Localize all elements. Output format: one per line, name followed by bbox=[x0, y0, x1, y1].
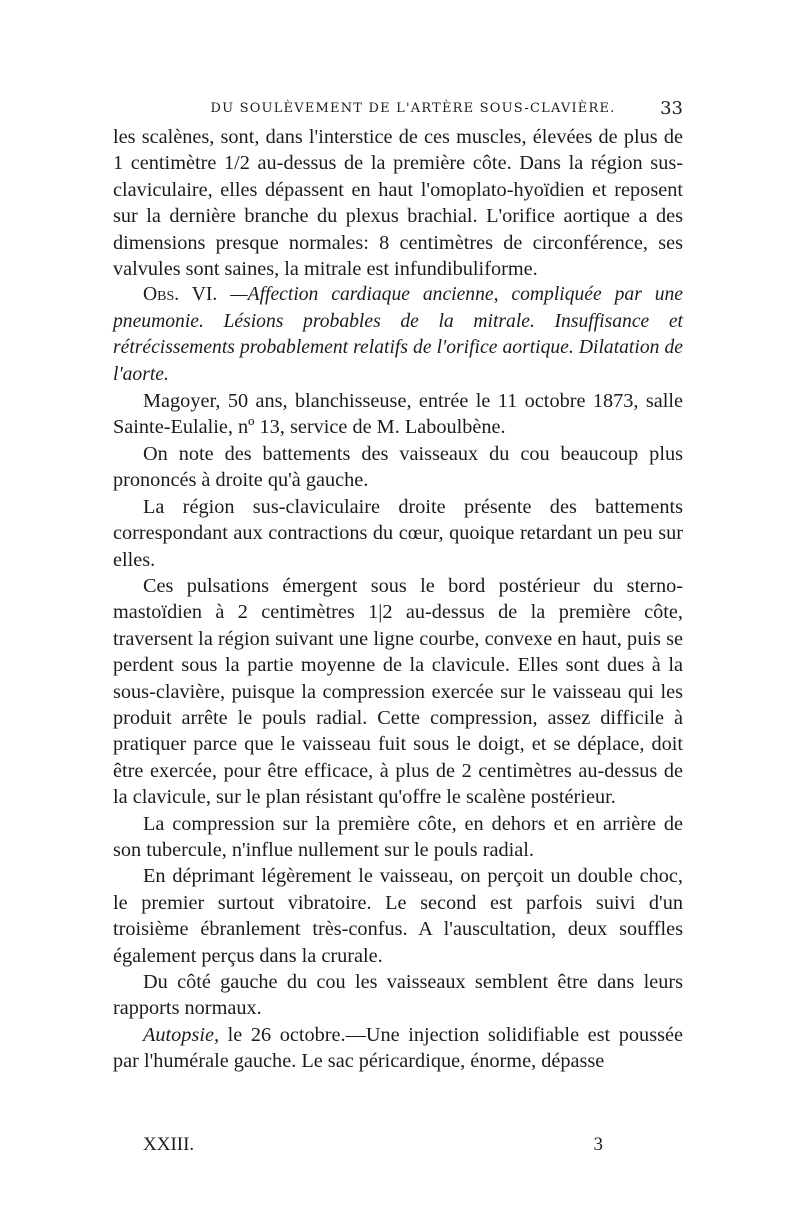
paragraph: Magoyer, 50 ans, blanchisseuse, entrée le 11 octobre 1873, salle Sainte-Eulalie, nº 13, service de M. Laboulbène. bbox=[113, 390, 683, 439]
observation-heading bbox=[113, 282, 683, 388]
observation-label: Obs. VI. bbox=[143, 284, 218, 306]
autopsy-text: le 26 octobre.—Une injection solidifiable est poussée par l'humérale gauche. Le sac péricardique, énorme, dépasse bbox=[113, 1023, 683, 1073]
autopsy-label: Autopsie, bbox=[143, 1023, 220, 1046]
signature-mark-right: 3 bbox=[593, 1134, 603, 1155]
signature-line bbox=[143, 1133, 603, 1157]
paragraph: les scalènes, sont, dans l'interstice de ces muscles, élevées de plus de 1 centimètre 1/2 au-dessus de la première côte. Dans la région sus-claviculaire, elles dépassent en haut l'omoplato-hyoïdien et reposent sur la dernière branche du plexus brachial. L'orifice aortique a des dimensions presque normales: 8 centimètres de circonférence, ses valvules sont saines, la mitrale est infundibuliforme. bbox=[113, 126, 683, 281]
paragraph: La région sus-claviculaire droite présente des battements correspondant aux contractions du cœur, quoique retardant un peu sur elles. bbox=[113, 495, 683, 571]
running-title: DU SOULÈVEMENT DE L'ARTÈRE SOUS-CLAVIÈRE. bbox=[210, 101, 616, 116]
page-number: 33 bbox=[660, 98, 683, 119]
paragraph: Ces pulsations émergent sous le bord postérieur du sterno-mastoïdien à 2 centimètres 1|2 au-dessus de la première côte, traversent la région suivant une ligne courbe, convexe en haut, puis se perdent sous la partie moyenne de la clavicule. Elles sont dues à la sous-clavière, puisque la compression exercée sur le vaisseau qui les produit arrête le pouls radial. Cette compression, assez difficile à pratiquer parce que le vaisseau fuit sous le doigt, et se déplace, doit être exercée, pour être efficace, à plus de 2 centimètres au-dessus de la clavicule, sur le plan résistant qu'offre le scalène postérieur. bbox=[113, 574, 683, 809]
body-text bbox=[113, 124, 683, 1075]
autopsy-paragraph bbox=[113, 1022, 683, 1075]
running-header bbox=[113, 94, 683, 124]
paragraph: La compression sur la première côte, en dehors et en arrière de son tubercule, n'influe nullement sur le pouls radial. bbox=[113, 812, 683, 861]
book-page bbox=[113, 94, 683, 1174]
signature-mark-left: XXIII. bbox=[143, 1134, 195, 1155]
paragraph: En déprimant légèrement le vaisseau, on perçoit un double choc, le premier surtout vibratoire. Le second est parfois suivi d'un troisième ébranlement très-confus. A l'auscultation, deux souffles également perçus dans la crurale. bbox=[113, 865, 683, 967]
observation-title: —Affection cardiaque ancienne, compliquée par une pneumonie. Lésions probables de la mitrale. Insuffisance et rétrécissements probablement relatifs de l'orifice aortique. Dilatation de l'aorte. bbox=[113, 284, 683, 385]
paragraph: On note des battements des vaisseaux du cou beaucoup plus prononcés à droite qu'à gauche. bbox=[113, 442, 683, 492]
paragraph: Du côté gauche du cou les vaisseaux semblent être dans leurs rapports normaux. bbox=[113, 971, 683, 1020]
